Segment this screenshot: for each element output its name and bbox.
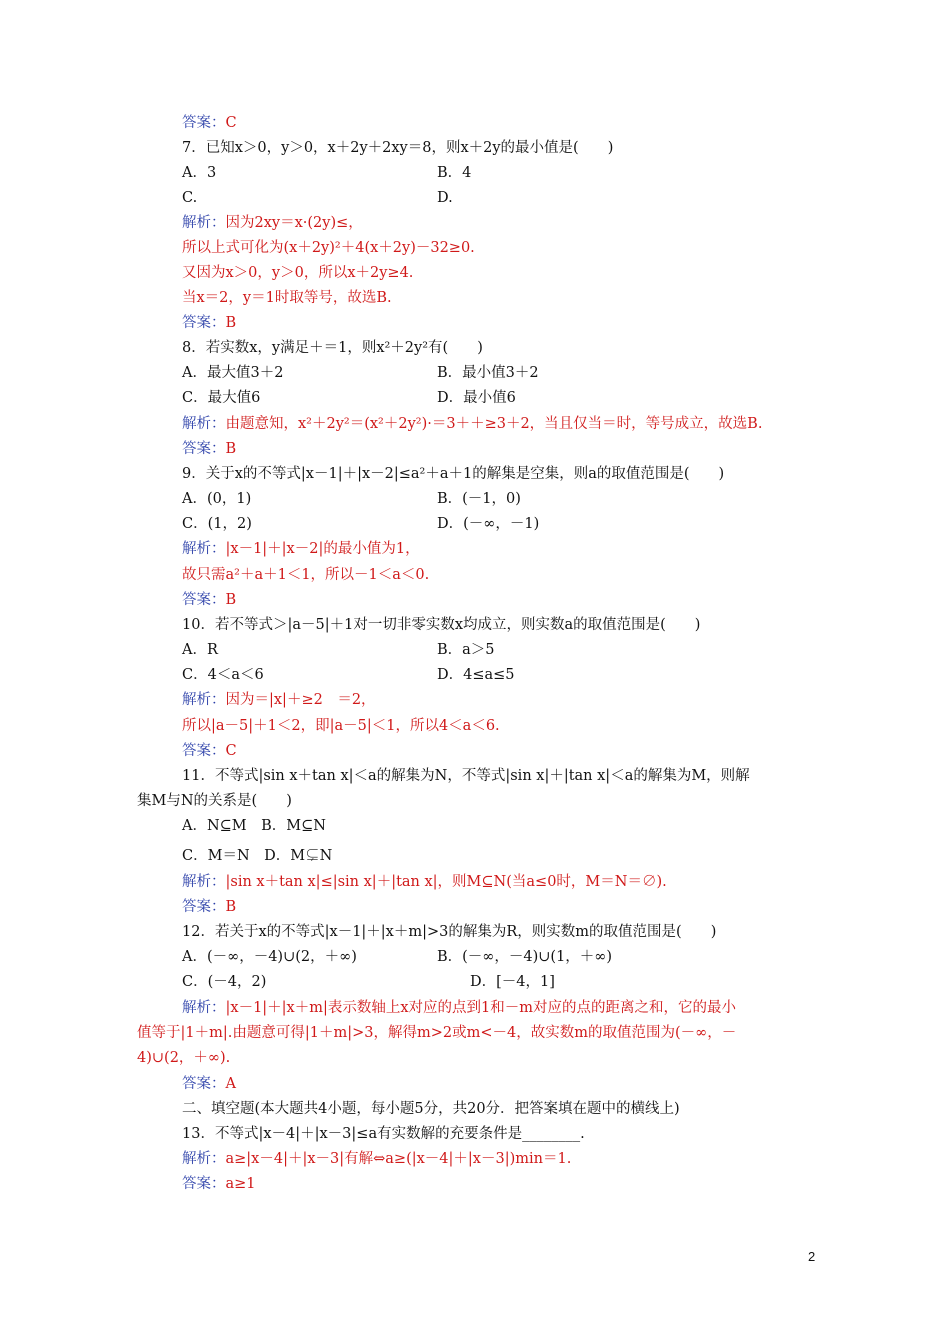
question-text: 12．若关于x的不等式|x－1|＋|x＋m|>3的解集为R，则实数m的取值范围是( ) (182, 924, 717, 940)
text-line (182, 846, 332, 866)
text-line (182, 665, 264, 685)
label-text: 解析： (182, 215, 226, 231)
answer-text: C (225, 115, 237, 131)
question-text: C．M＝N D．M⊊N (182, 848, 333, 864)
text-line (182, 464, 724, 484)
label-text: 答案： (182, 315, 226, 331)
question-text: C．4＜a＜6 (182, 667, 264, 683)
answer-text: |x－1|＋|x＋m|表示数轴上x对应的点到1和－m对应的点的距离之和，它的最小 (225, 1000, 737, 1016)
text-line (182, 539, 420, 559)
text-line (182, 113, 237, 133)
text-line (182, 263, 413, 283)
label-text: 解析： (182, 874, 226, 890)
label-text: 解析： (182, 1151, 226, 1167)
text-line (182, 640, 218, 660)
question-text: C. (182, 190, 198, 206)
question-text: 7．已知x＞0，y＞0，x＋2y＋2xy＝8，则x＋2y的最小值是( ) (182, 140, 614, 156)
text-line (182, 163, 216, 183)
answer-text: 所以|a－5|＋1＜2，即|a－5|＜1，所以4＜a＜6. (182, 718, 500, 734)
question-text: A．R (182, 642, 218, 658)
question-text: 集M与N的关系是( ) (137, 793, 292, 809)
label-text: 答案： (182, 115, 226, 131)
label-text: 答案： (182, 592, 226, 608)
question-text: C．(1，2) (182, 516, 252, 532)
answer-text: 由题意知，x²＋2y²＝(x²＋2y²)·＝3＋＋≥3＋2，当且仅当＝时，等号成立，故选B. (225, 416, 763, 432)
question-text: 13．不等式|x－4|＋|x－3|≤a有实数解的充要条件是________. (182, 1126, 585, 1142)
text-line (182, 514, 252, 534)
answer-text: 又因为x＞0，y＞0，所以x＋2y≥4. (182, 265, 414, 281)
text-line (182, 238, 475, 258)
answer-text: a≥|x－4|＋|x－3|有解⇔a≥(|x－4|＋|x－3|)min＝1. (225, 1151, 572, 1167)
question-text: 二、填空题(本大题共4小题，每小题5分，共20分．把答案填在题中的横线上) (182, 1101, 680, 1117)
text-line (182, 1149, 571, 1169)
text-line (182, 363, 283, 383)
text-line (182, 388, 260, 408)
answer-text: 因为＝|x|＋≥2 ＝2， (225, 692, 376, 708)
question-text: 11．不等式|sin x＋tan x|＜a的解集为N，不等式|sin x|＋|tan x|＜a的解集为M，则解 (182, 768, 750, 784)
text-line (182, 816, 326, 836)
text-line (182, 615, 700, 635)
answer-text: A (225, 1076, 236, 1092)
text-line (182, 590, 236, 610)
question-text: A．N⊆M B．M⊆N (182, 818, 326, 834)
question-text: 8．若实数x，y满足＋＝1，则x²＋2y²有( ) (182, 340, 483, 356)
answer-text: a≥1 (225, 1176, 256, 1192)
option-text: D．[－4，1] (470, 974, 555, 990)
label-text: 答案： (182, 1176, 226, 1192)
answer-text: |x－1|＋|x－2|的最小值为1， (225, 541, 420, 557)
text-line (182, 565, 429, 585)
text-line (182, 972, 266, 992)
text-line (182, 138, 613, 158)
option-text: B．(－1，0) (437, 491, 521, 507)
question-text: A．3 (182, 165, 217, 181)
text-line (182, 1124, 585, 1144)
text-line (182, 690, 376, 710)
text-line (182, 213, 363, 233)
label-text: 答案： (182, 441, 226, 457)
answer-text: B (225, 592, 237, 608)
text-line (182, 897, 236, 917)
text-line (182, 489, 251, 509)
question-text: A．最大值3＋2 (182, 365, 284, 381)
option-text: B．a＞5 (437, 642, 495, 658)
text-line (182, 922, 716, 942)
answer-text: 4)∪(2，＋∞). (137, 1050, 231, 1066)
answer-text: B (225, 899, 237, 915)
text-line (137, 1023, 736, 1043)
answer-text: 所以上式可化为(x＋2y)²＋4(x＋2y)－32≥0. (182, 240, 475, 256)
text-line (182, 188, 197, 208)
text-line (182, 741, 237, 761)
text-line (182, 716, 500, 736)
question-text: 10．若不等式＞|a－5|＋1对一切非零实数x均成立，则实数a的取值范围是( ) (182, 617, 701, 633)
text-line (137, 791, 292, 811)
text-line (182, 1174, 256, 1194)
option-text: D．4≤a≤5 (437, 667, 515, 683)
option-text: B．最小值3＋2 (437, 365, 539, 381)
text-line (182, 1074, 236, 1094)
text-line (182, 1099, 680, 1119)
answer-text: C (225, 743, 237, 759)
text-line (182, 288, 392, 308)
option-text: B．4 (437, 165, 472, 181)
label-text: 解析： (182, 541, 226, 557)
question-text: 9．关于x的不等式|x－1|＋|x－2|≤a²＋a＋1的解集是空集，则a的取值范围是( ) (182, 466, 725, 482)
answer-text: 故只需a²＋a＋1＜1，所以－1＜a＜0. (182, 567, 430, 583)
question-text: A．(0，1) (182, 491, 252, 507)
answer-text: 值等于|1＋m|.由题意可得|1＋m|>3，解得m>2或m<－4，故实数m的取值范围为(－∞，－ (137, 1025, 737, 1041)
page-number: 2 (808, 1249, 816, 1264)
option-text: B．(－∞，－4)∪(1，＋∞) (437, 949, 613, 965)
text-line (182, 439, 236, 459)
label-text: 答案： (182, 899, 226, 915)
option-text: D. (437, 190, 453, 206)
answer-text: B (225, 441, 237, 457)
text-line (137, 1048, 230, 1068)
question-text: C．(－4，2) (182, 974, 267, 990)
answer-text: B (225, 315, 237, 331)
text-line (182, 766, 750, 786)
text-line (182, 414, 762, 434)
text-line (182, 947, 357, 967)
text-line (182, 998, 736, 1018)
label-text: 答案： (182, 743, 226, 759)
answer-text: 当x＝2，y＝1时取等号，故选B. (182, 290, 392, 306)
label-text: 解析： (182, 1000, 226, 1016)
option-text: D．最小值6 (437, 390, 516, 406)
text-line (182, 338, 483, 358)
option-text: D．(－∞，－1) (437, 516, 540, 532)
label-text: 解析： (182, 692, 226, 708)
answer-text: 因为2xy＝x·(2y)≤， (225, 215, 363, 231)
label-text: 答案： (182, 1076, 226, 1092)
answer-text: |sin x＋tan x|≤|sin x|＋|tan x|，则M⊆N(当a≤0时，M＝N＝∅). (225, 874, 667, 890)
label-text: 解析： (182, 416, 226, 432)
question-text: A．(－∞，－4)∪(2，＋∞) (182, 949, 357, 965)
text-line (182, 872, 667, 892)
question-text: C．最大值6 (182, 390, 261, 406)
text-line (182, 313, 236, 333)
